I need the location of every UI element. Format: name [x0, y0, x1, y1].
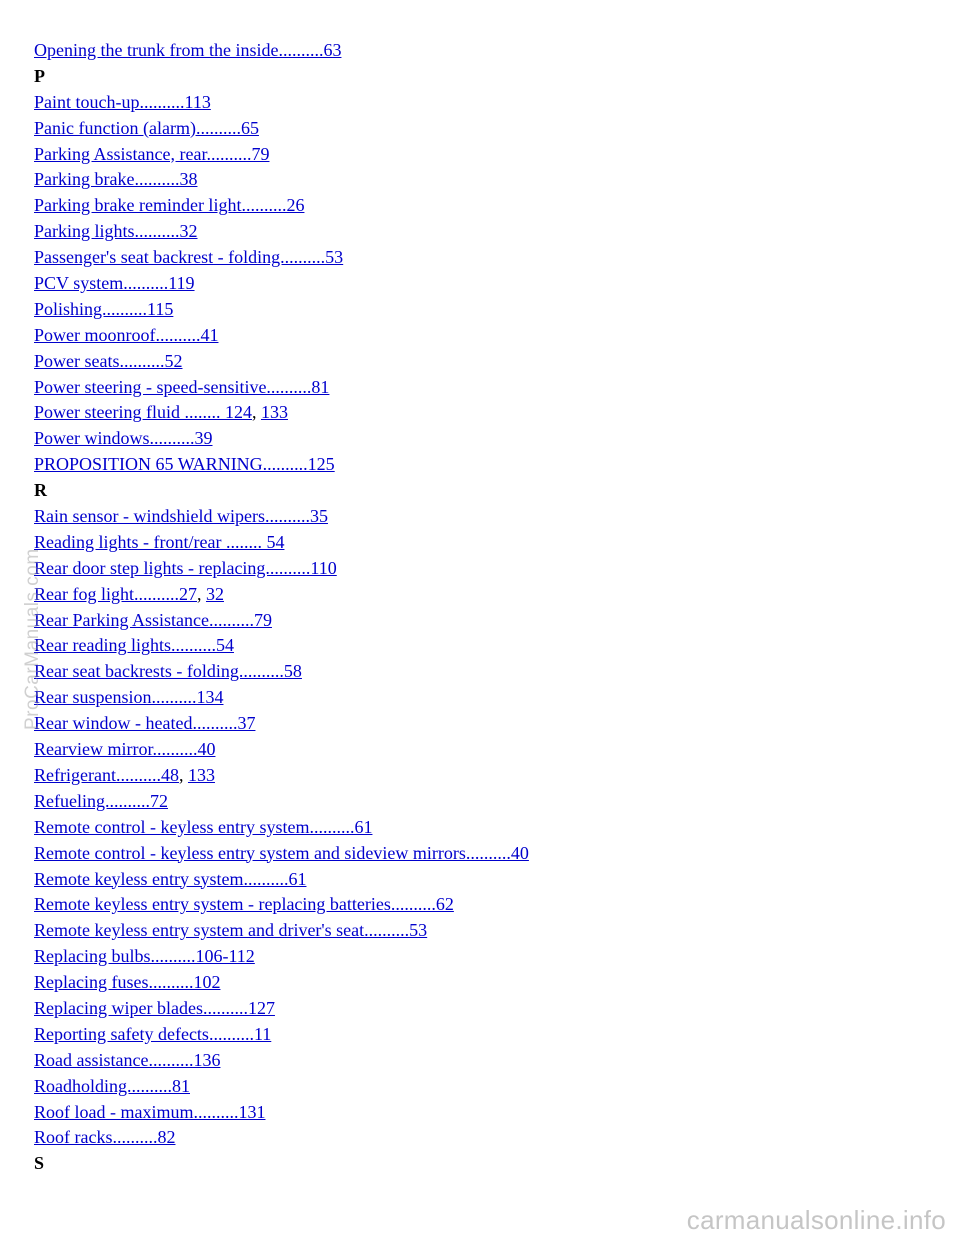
index-entry-link[interactable]: Roof racks..........82 [34, 1127, 176, 1148]
section-letter: P [34, 65, 45, 86]
index-entry [34, 608, 529, 634]
index-entry-link[interactable]: Remote control - keyless entry system and sideview mirrors..........40 [34, 842, 529, 863]
index-entry [34, 711, 529, 737]
index-entry-link[interactable]: Remote keyless entry system and driver's seat..........53 [34, 920, 428, 941]
index-entry [34, 400, 529, 426]
index-entry-link[interactable]: Roadholding..........81 [34, 1075, 190, 1096]
index-list [34, 38, 529, 1177]
index-entry [34, 193, 529, 219]
index-entry [34, 426, 529, 452]
index-entry [34, 349, 529, 375]
index-entry-link[interactable]: Refrigerant..........48 [34, 764, 179, 785]
index-entry-link[interactable]: PCV system..........119 [34, 273, 195, 294]
index-entry-link[interactable]: Rear door step lights - replacing..........110 [34, 557, 337, 578]
index-entry-link[interactable]: Passenger's seat backrest - folding..........53 [34, 247, 344, 268]
index-entry [34, 167, 529, 193]
index-entry [34, 116, 529, 142]
index-entry [34, 530, 529, 556]
index-entry-link[interactable]: Rear suspension..........134 [34, 687, 224, 708]
index-entry-link[interactable]: Opening the trunk from the inside..........63 [34, 40, 342, 60]
index-entry-link[interactable]: Power steering - speed-sensitive..........81 [34, 376, 330, 397]
index-entry [34, 245, 529, 271]
index-entry-link[interactable]: Road assistance..........136 [34, 1049, 221, 1070]
index-entry [34, 1048, 529, 1074]
index-entry [34, 1074, 529, 1100]
index-entry [34, 1125, 529, 1151]
index-entry [34, 970, 529, 996]
index-entry-link[interactable]: Parking lights..........32 [34, 221, 198, 242]
index-entry-link[interactable]: Reading lights - front/rear ........ 54 [34, 531, 285, 552]
section-letter: S [34, 1153, 45, 1174]
extra-page-link[interactable]: 32 [205, 583, 224, 604]
index-entry-link[interactable]: Rear reading lights..........54 [34, 635, 234, 656]
index-entry-link[interactable]: Remote keyless entry system - replacing batteries..........62 [34, 894, 454, 915]
index-entry [34, 815, 529, 841]
index-entry-link[interactable]: Rear Parking Assistance..........79 [34, 609, 272, 630]
index-entry [34, 297, 529, 323]
side-watermark: ProCarManuals.com [22, 548, 43, 730]
index-entry [34, 633, 529, 659]
index-entry-link[interactable]: Parking Assistance, rear..........79 [34, 143, 270, 164]
index-entry [34, 38, 529, 64]
bottom-watermark: carmanualsonline.info [686, 1205, 946, 1235]
index-entry [34, 918, 529, 944]
index-entry-link[interactable]: Rain sensor - windshield wipers..........35 [34, 506, 328, 527]
index-entry [34, 789, 529, 815]
index-entry [34, 375, 529, 401]
index-entry-link[interactable]: Parking brake..........38 [34, 169, 198, 190]
index-entry [34, 90, 529, 116]
index-entry [34, 504, 529, 530]
extra-page-link[interactable]: 133 [260, 402, 288, 423]
index-entry [34, 271, 529, 297]
extra-page-link[interactable]: 133 [187, 764, 215, 785]
index-entry-link[interactable]: Panic function (alarm)..........65 [34, 117, 259, 138]
index-entry [34, 659, 529, 685]
index-entry [34, 763, 529, 789]
index-entry [34, 996, 529, 1022]
index-entry-link[interactable]: Remote keyless entry system..........61 [34, 868, 307, 889]
index-entry-link[interactable]: Power steering fluid ........ 124 [34, 402, 252, 423]
index-entry [34, 323, 529, 349]
page-separator: , [178, 764, 188, 785]
index-entry-link[interactable]: Roof load - maximum..........131 [34, 1101, 266, 1122]
index-entry-link[interactable]: Parking brake reminder light..........26 [34, 195, 305, 216]
index-entry [34, 685, 529, 711]
index-entry-link[interactable]: Rear seat backrests - folding..........58 [34, 661, 302, 682]
index-entry-link[interactable]: Power windows..........39 [34, 428, 213, 449]
index-entry-link[interactable]: Power moonroof..........41 [34, 324, 219, 345]
index-entry-link[interactable]: Replacing fuses..........102 [34, 972, 221, 993]
index-entry [34, 737, 529, 763]
index-entry [34, 867, 529, 893]
index-entry [34, 452, 529, 478]
page-separator: , [251, 402, 261, 423]
index-entry [34, 892, 529, 918]
index-entry [34, 219, 529, 245]
index-entry-link[interactable]: Paint touch-up..........113 [34, 91, 211, 112]
index-entry [34, 841, 529, 867]
index-entry [34, 142, 529, 168]
index-entry [34, 944, 529, 970]
index-entry-link[interactable]: Rear fog light..........27 [34, 583, 197, 604]
index-entry-link[interactable]: Refueling..........72 [34, 790, 168, 811]
index-entry-link[interactable]: Rearview mirror..........40 [34, 739, 216, 760]
index-entry-link[interactable]: PROPOSITION 65 WARNING..........125 [34, 454, 335, 475]
section-letter: R [34, 480, 47, 501]
index-entry [34, 1022, 529, 1048]
index-entry-link[interactable]: Rear window - heated..........37 [34, 713, 256, 734]
index-entry-link[interactable]: Reporting safety defects..........11 [34, 1023, 272, 1044]
index-entry [34, 1100, 529, 1126]
index-entry-link[interactable]: Remote control - keyless entry system..........61 [34, 816, 373, 837]
page-separator: , [196, 583, 206, 604]
index-entry [34, 556, 529, 582]
index-entry-link[interactable]: Polishing..........115 [34, 298, 174, 319]
index-entry-link[interactable]: Replacing wiper blades..........127 [34, 997, 275, 1018]
index-entry [34, 582, 529, 608]
index-entry-link[interactable]: Power seats..........52 [34, 350, 183, 371]
index-entry-link[interactable]: Replacing bulbs..........106-112 [34, 946, 255, 967]
